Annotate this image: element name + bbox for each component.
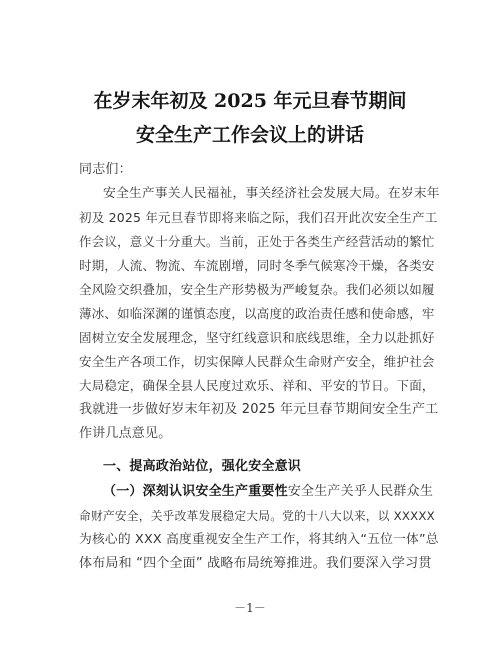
paragraph-line: 时期，人流、物流、车流剧增，同时冬季气候寒冷干燥，各类安 xyxy=(79,258,435,273)
paragraph-line: 大局稳定，确保全县人民度过欢乐、祥和、平安的节日。下面， xyxy=(79,378,435,393)
paragraph-line: 我就进一步做好岁末年初及 2025 年元旦春节期间安全生产工 xyxy=(79,402,439,417)
subsection-first-line xyxy=(103,484,439,500)
section-heading: 一、提高政治站位，强化安全意识 xyxy=(103,459,302,474)
paragraph-line: 全风险交织叠加，安全生产形势极为严峻复杂。我们必须以如履 xyxy=(79,282,435,297)
subsection-heading: （一）深刻认识安全生产重要性 xyxy=(103,484,288,499)
page-number: －1－ xyxy=(234,601,266,615)
paragraph-line: 安全生产事关人民福祉，事关经济社会发展大局。在岁末年 xyxy=(103,186,440,201)
paragraph-line: 薄冰、如临深渊的谨慎态度，以高度的政治责任感和使命感，牢 xyxy=(79,306,435,321)
subsection-text: 安全生产关乎人民群众生 xyxy=(287,484,434,499)
paragraph-line: 安全生产各项工作，切实保障人民群众生命财产安全，维护社会 xyxy=(79,354,435,369)
paragraph-line: 初及 2025 年元旦春节即将来临之际，我们召开此次安全生产工 xyxy=(79,210,438,225)
paragraph-line: 为核心的 XXX 高度重视安全生产工作，将其纳入“五位一体”总 xyxy=(79,532,439,547)
paragraph-line: 作会议，意义十分重大。当前，正处于各类生产经营活动的繁忙 xyxy=(79,234,435,249)
title-line-2: 安全生产工作会议上的讲话 xyxy=(135,124,364,146)
title-line-1: 在岁末年初及 2025 年元旦春节期间 xyxy=(93,90,407,112)
paragraph-line: 体布局和 “四个全面” 战略布局统筹推进。我们要深入学习贯 xyxy=(79,556,432,571)
paragraph-line: 命财产安全，关乎改革发展稳定大局。党的十八大以来，以 XXXXX xyxy=(79,509,435,523)
salutation: 同志们： xyxy=(79,162,132,177)
paragraph-line: 固树立安全发展理念，坚守红线意识和底线思维，全力以赴抓好 xyxy=(79,330,435,345)
paragraph-line: 作讲几点意见。 xyxy=(79,426,172,441)
